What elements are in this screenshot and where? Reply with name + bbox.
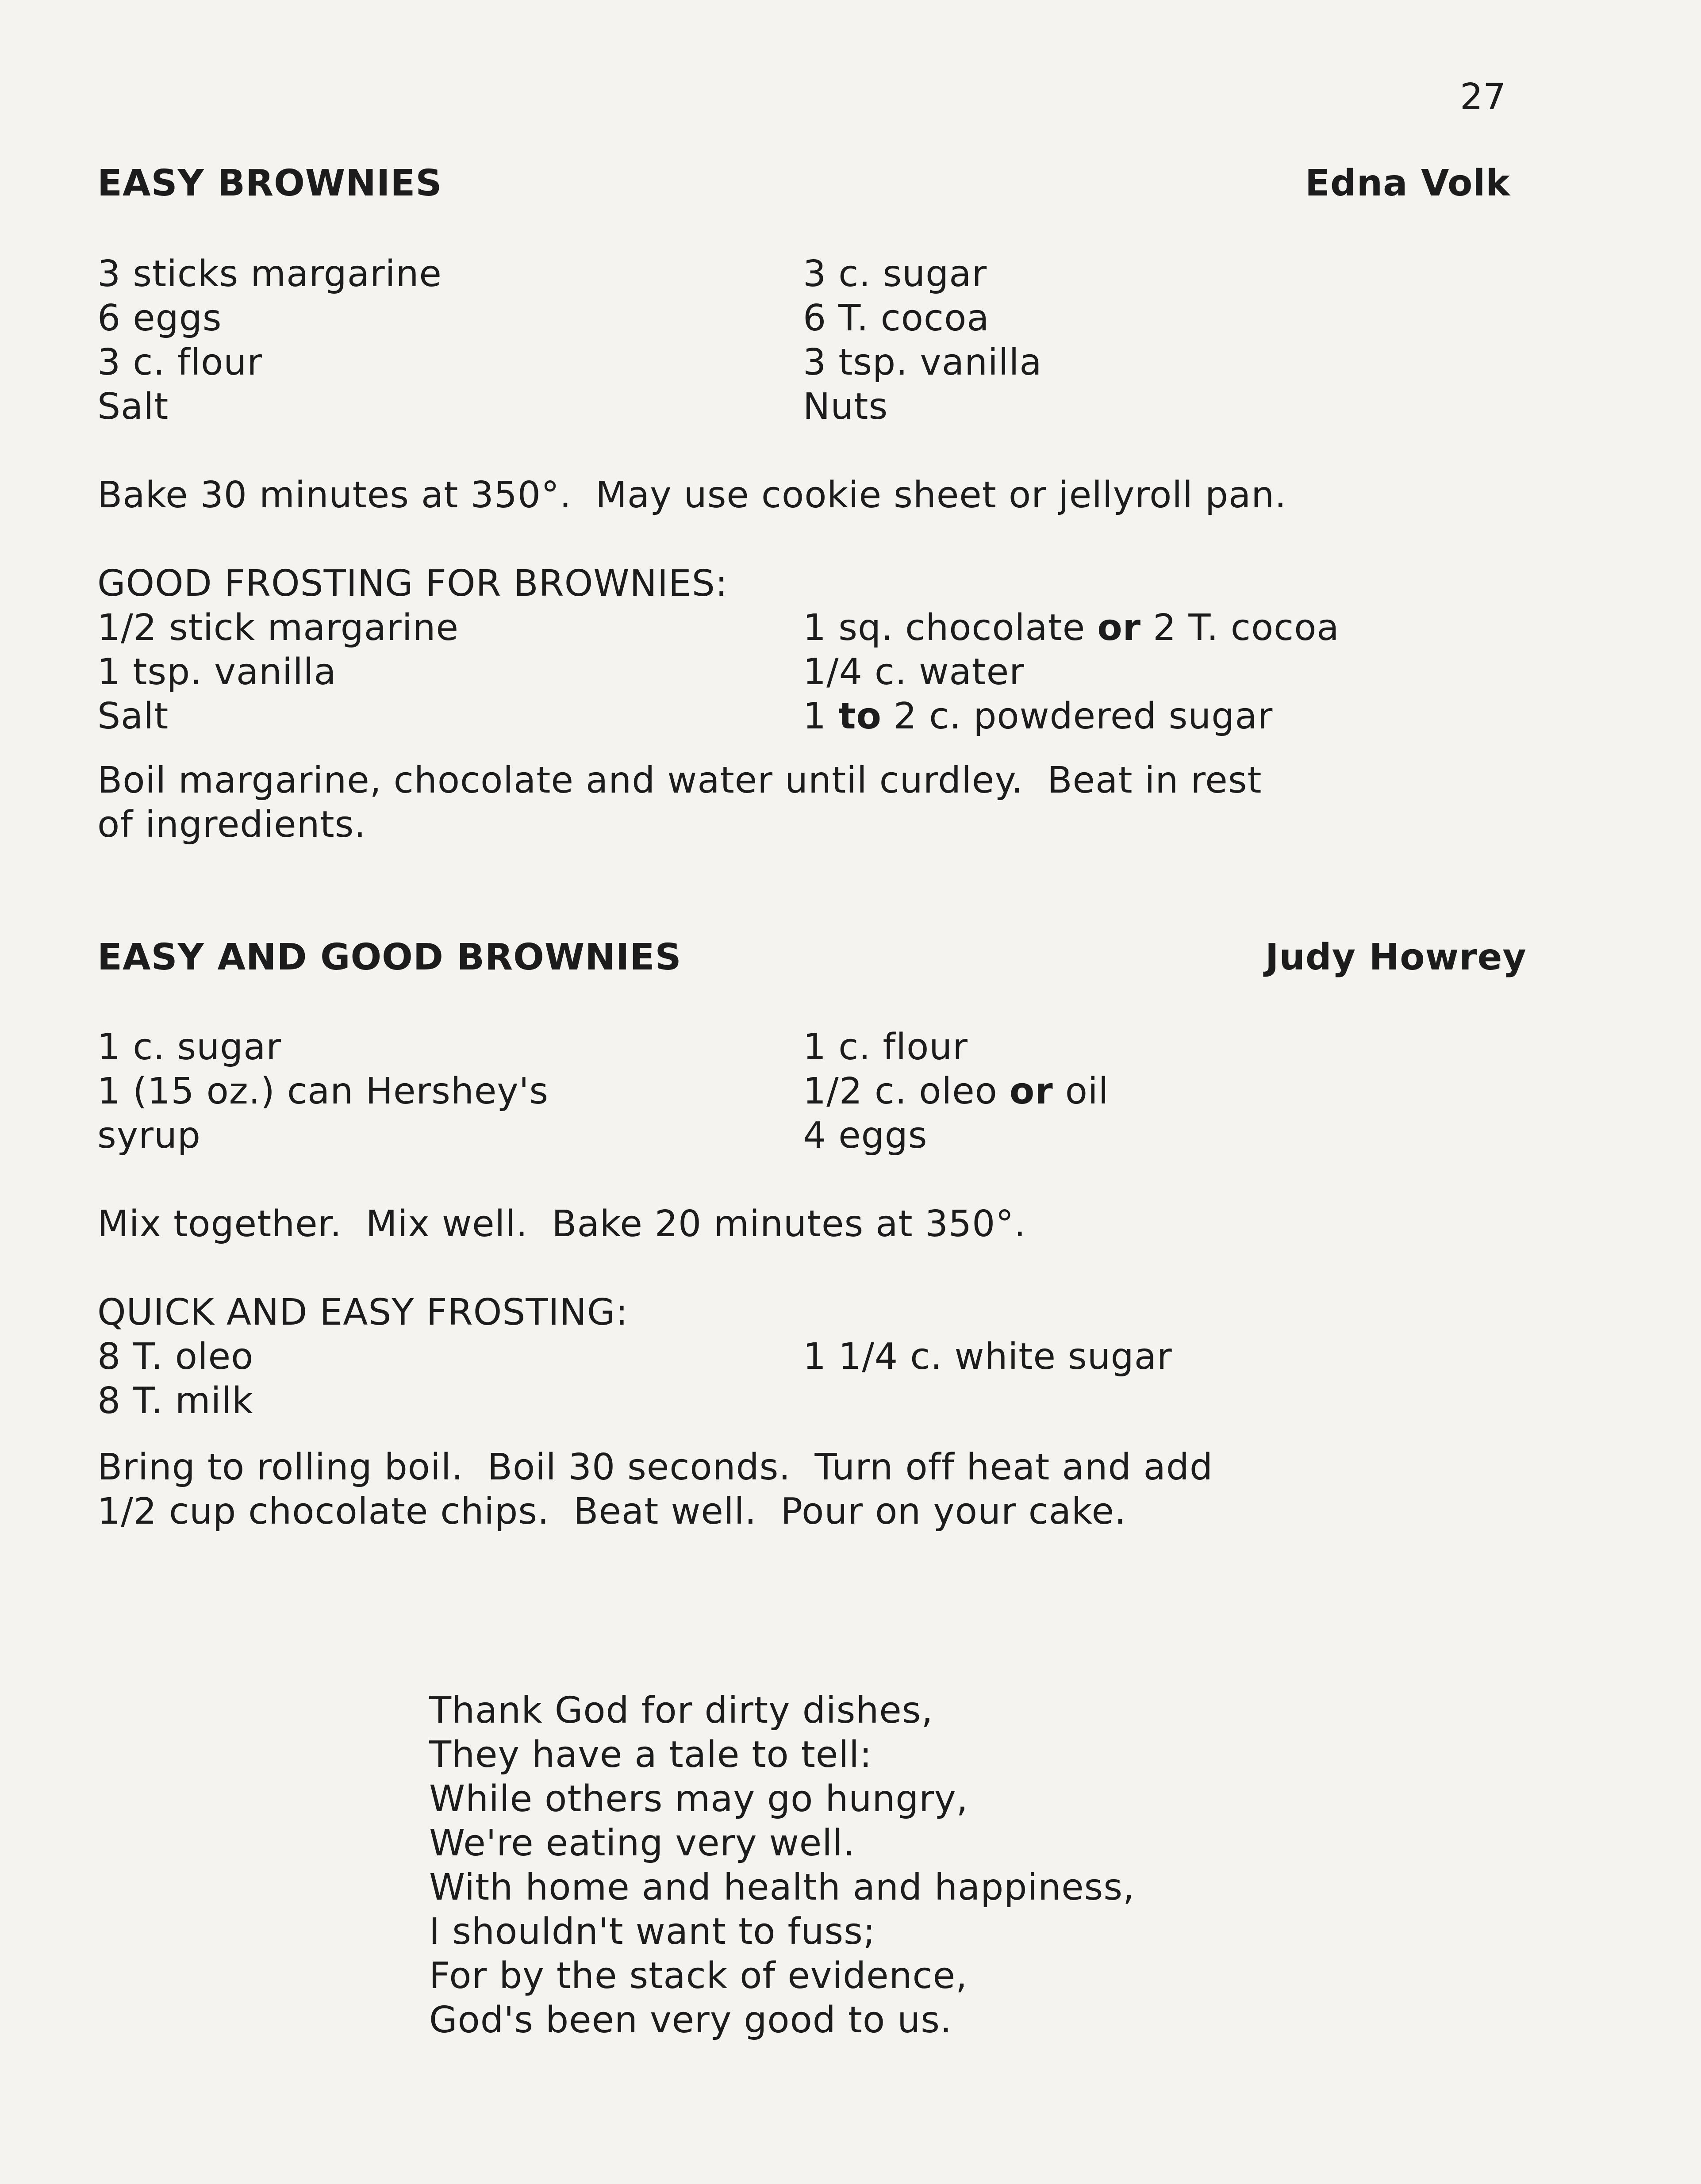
ingredient-left: 8 T. milk [97,1380,253,1422]
ingredient-text: 2 c. powdered sugar [881,695,1273,737]
ingredient-left: 1/2 stick margarine [97,607,459,649]
poem-line: They have a tale to tell: [429,1734,872,1776]
poem-line: For by the stack of evidence, [429,1955,968,1997]
recipe-directions: Bake 30 minutes at 350°. May use cookie sheet or jellyroll pan. [97,474,1287,516]
ingredient-text: 2 T. cocoa [1141,607,1340,649]
ingredient-left: 1 c. sugar [97,1026,282,1068]
ingredient-left: syrup [97,1115,201,1157]
ingredient-text: 1 [803,695,839,737]
ingredient-left: 1 tsp. vanilla [97,651,337,693]
ingredient-left: 3 c. flour [97,341,262,383]
ingredient-right [803,606,1340,650]
frosting-directions: 1/2 cup chocolate chips. Beat well. Pour on your cake. [97,1490,1127,1533]
ingredient-right: Nuts [803,386,888,428]
ingredient-left: 6 eggs [97,297,222,339]
or-word: or [1097,607,1141,649]
page-number: 27 [1460,76,1506,118]
ingredient-text: oil [1053,1070,1109,1112]
poem-line: God's been very good to us. [429,1999,952,2041]
ingredient-text: 1 sq. chocolate [803,607,1098,649]
poem-line: While others may go hungry, [429,1778,968,1820]
poem-line: I shouldn't want to fuss; [429,1911,876,1953]
ingredient-left: 8 T. oleo [97,1336,254,1378]
ingredient-right: 1 c. flour [803,1026,968,1068]
poem-line: We're eating very well. [429,1822,855,1864]
or-word: or [1009,1070,1053,1112]
recipe-title-easy-brownies: EASY BROWNIES [97,162,442,204]
poem-line: With home and health and happiness, [429,1866,1135,1908]
frosting-title: QUICK AND EASY FROSTING: [97,1291,629,1333]
ingredient-text: 1/2 c. oleo [803,1070,1010,1112]
ingredient-left: Salt [97,695,169,737]
recipe-author-judy-howrey: Judy Howrey [1265,936,1527,978]
ingredient-left: Salt [97,386,169,428]
ingredient-right [803,694,1273,739]
recipe-author-edna-volk: Edna Volk [1305,162,1510,204]
frosting-directions: Bring to rolling boil. Boil 30 seconds. Turn off heat and add [97,1446,1213,1488]
to-word: to [838,695,882,737]
frosting-title: GOOD FROSTING FOR BROWNIES: [97,563,728,605]
ingredient-right [803,1069,1109,1114]
recipe-title-easy-and-good-brownies: EASY AND GOOD BROWNIES [97,936,682,978]
poem-line: Thank God for dirty dishes, [429,1690,933,1732]
recipe-directions: Mix together. Mix well. Bake 20 minutes at 350°. [97,1203,1026,1245]
ingredient-left: 3 sticks margarine [97,253,442,295]
ingredient-left: 1 (15 oz.) can Hershey's [97,1070,549,1112]
ingredient-right: 3 c. sugar [803,253,987,295]
ingredient-right: 6 T. cocoa [803,297,990,339]
ingredient-right: 1/4 c. water [803,651,1025,693]
frosting-directions: of ingredients. [97,804,366,846]
ingredient-right: 3 tsp. vanilla [803,341,1042,383]
frosting-directions: Boil margarine, chocolate and water until curdley. Beat in rest [97,759,1262,801]
ingredient-right: 1 1/4 c. white sugar [803,1336,1172,1378]
ingredient-right: 4 eggs [803,1115,928,1157]
